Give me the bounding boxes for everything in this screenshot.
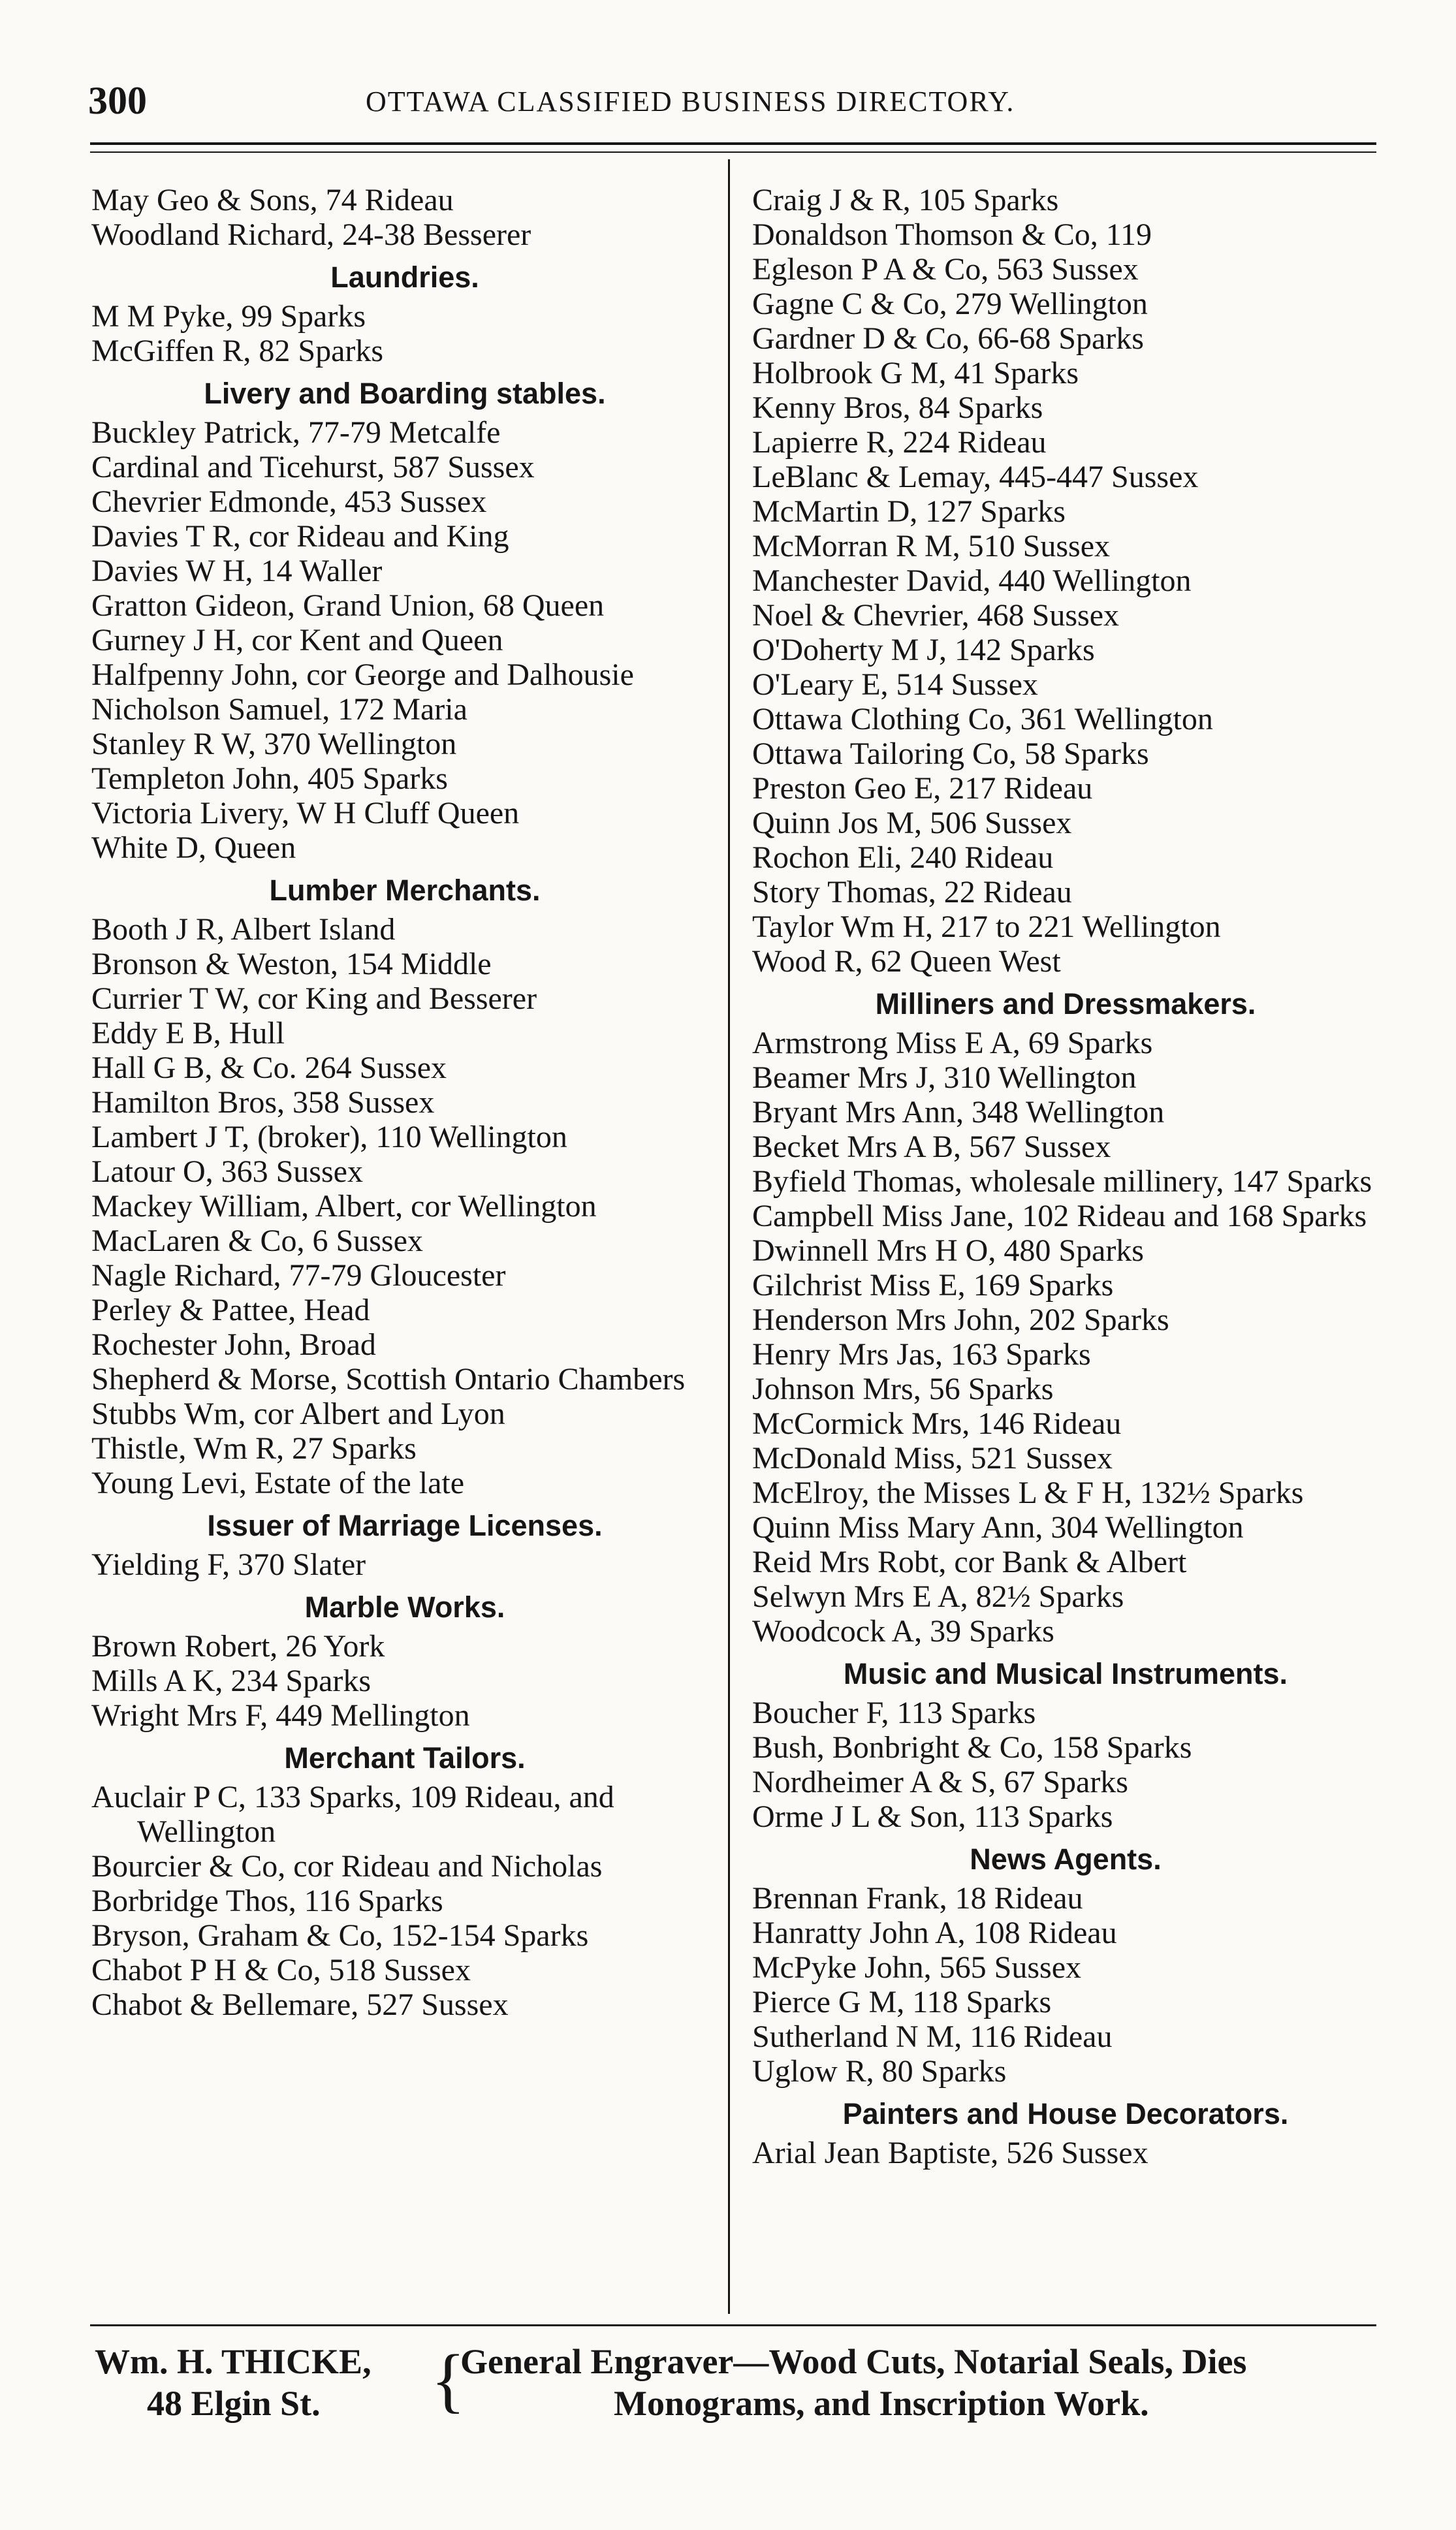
directory-entry: Bryant Mrs Ann, 348 Wellington bbox=[752, 1095, 1165, 1130]
directory-entry: Victoria Livery, W H Cluff Queen bbox=[91, 796, 520, 830]
directory-entry: Brown Robert, 26 York bbox=[91, 1629, 385, 1664]
directory-entry: Halfpenny John, cor George and Dalhousie bbox=[91, 657, 634, 692]
directory-entry: Perley & Pattee, Head bbox=[91, 1293, 370, 1327]
directory-entry: McGiffen R, 82 Sparks bbox=[91, 334, 384, 368]
directory-entry: Wright Mrs F, 449 Mellington bbox=[91, 1698, 470, 1733]
directory-entry: Templeton John, 405 Sparks bbox=[91, 761, 448, 796]
directory-entry: Ottawa Clothing Co, 361 Wellington bbox=[752, 702, 1213, 736]
advertiser-address: 48 Elgin St. bbox=[147, 2384, 321, 2423]
directory-entry: Hall G B, & Co. 264 Sussex bbox=[91, 1051, 447, 1085]
directory-entry: McMorran R M, 510 Sussex bbox=[752, 529, 1110, 563]
directory-entry: Quinn Jos M, 506 Sussex bbox=[752, 806, 1072, 840]
directory-entry: Uglow R, 80 Sparks bbox=[752, 2054, 1007, 2089]
directory-entry: Gilchrist Miss E, 169 Sparks bbox=[752, 1268, 1114, 1303]
directory-entry: Bronson & Weston, 154 Middle bbox=[91, 947, 492, 981]
directory-entry: Gardner D & Co, 66-68 Sparks bbox=[752, 321, 1144, 356]
directory-entry: McDonald Miss, 521 Sussex bbox=[752, 1441, 1113, 1476]
directory-entry: Gurney J H, cor Kent and Queen bbox=[91, 623, 503, 657]
directory-entry: McCormick Mrs, 146 Rideau bbox=[752, 1406, 1122, 1441]
directory-entry: Ottawa Tailoring Co, 58 Sparks bbox=[752, 736, 1149, 771]
directory-entry: Donaldson Thomson & Co, 119 bbox=[752, 217, 1152, 252]
directory-entry: White D, Queen bbox=[91, 830, 296, 865]
directory-entry: Bryson, Graham & Co, 152-154 Sparks bbox=[91, 1918, 589, 1953]
bottom-rule bbox=[90, 2324, 1376, 2326]
page-number: 300 bbox=[88, 79, 147, 122]
directory-entry: Bourcier & Co, cor Rideau and Nicholas bbox=[91, 1849, 603, 1884]
directory-entry: Craig J & R, 105 Sparks bbox=[752, 183, 1059, 217]
directory-entry: Story Thomas, 22 Rideau bbox=[752, 875, 1072, 909]
directory-entry: Currier T W, cor King and Besserer bbox=[91, 981, 537, 1016]
directory-entry: Hamilton Bros, 358 Sussex bbox=[91, 1085, 435, 1120]
top-rule-thin bbox=[90, 151, 1376, 153]
category-heading: Music and Musical Instruments. bbox=[843, 1657, 1288, 1690]
directory-entry: Lapierre R, 224 Rideau bbox=[752, 425, 1047, 460]
directory-entry: Johnson Mrs, 56 Sparks bbox=[752, 1372, 1054, 1406]
directory-entry: Arial Jean Baptiste, 526 Sussex bbox=[752, 2136, 1148, 2170]
directory-entry: Selwyn Mrs E A, 82½ Sparks bbox=[752, 1579, 1124, 1614]
directory-entry: Henderson Mrs John, 202 Sparks bbox=[752, 1303, 1169, 1337]
directory-entry: Wood R, 62 Queen West bbox=[752, 944, 1061, 979]
directory-entry: Egleson P A & Co, 563 Sussex bbox=[752, 252, 1139, 287]
directory-entry: Shepherd & Morse, Scottish Ontario Chambers bbox=[91, 1362, 686, 1397]
directory-entry: Lambert J T, (broker), 110 Wellington bbox=[91, 1120, 567, 1154]
directory-entry: Holbrook G M, 41 Sparks bbox=[752, 356, 1079, 390]
directory-entry: Nagle Richard, 77-79 Gloucester bbox=[91, 1258, 506, 1293]
directory-entry: Brennan Frank, 18 Rideau bbox=[752, 1881, 1083, 1916]
directory-entry: Reid Mrs Robt, cor Bank & Albert bbox=[752, 1545, 1187, 1579]
directory-entry: Manchester David, 440 Wellington bbox=[752, 563, 1192, 598]
advertiser-name: Wm. H. THICKE, bbox=[95, 2342, 372, 2381]
directory-entry: Latour O, 363 Sussex bbox=[91, 1154, 363, 1189]
directory-entry: Woodcock A, 39 Sparks bbox=[752, 1614, 1054, 1649]
category-heading: Laundries. bbox=[330, 261, 479, 294]
category-heading: Lumber Merchants. bbox=[269, 874, 541, 907]
top-rule bbox=[90, 142, 1376, 145]
directory-entry: Thistle, Wm R, 27 Sparks bbox=[91, 1431, 417, 1466]
directory-entry: Pierce G M, 118 Sparks bbox=[752, 1985, 1052, 2019]
directory-entry: May Geo & Sons, 74 Rideau bbox=[91, 183, 454, 217]
directory-entry: Armstrong Miss E A, 69 Sparks bbox=[752, 1026, 1153, 1060]
category-heading: Milliners and Dressmakers. bbox=[875, 987, 1256, 1020]
directory-entry: O'Leary E, 514 Sussex bbox=[752, 667, 1038, 702]
directory-entry: Gagne C & Co, 279 Wellington bbox=[752, 287, 1148, 321]
directory-entry: Preston Geo E, 217 Rideau bbox=[752, 771, 1093, 806]
directory-entry: Kenny Bros, 84 Sparks bbox=[752, 390, 1043, 425]
directory-entry: Sutherland N M, 116 Rideau bbox=[752, 2019, 1113, 2054]
directory-entry: Booth J R, Albert Island bbox=[91, 912, 396, 947]
directory-entry: Beamer Mrs J, 310 Wellington bbox=[752, 1060, 1137, 1095]
directory-entry: MacLaren & Co, 6 Sussex bbox=[91, 1224, 423, 1258]
directory-entry: Boucher F, 113 Sparks bbox=[752, 1696, 1036, 1730]
directory-entry: Mackey William, Albert, cor Wellington bbox=[91, 1189, 597, 1224]
directory-entry: McElroy, the Misses L & F H, 132½ Sparks bbox=[752, 1476, 1304, 1510]
category-heading: Painters and House Decorators. bbox=[842, 2097, 1289, 2130]
directory-entry: Nordheimer A & S, 67 Sparks bbox=[752, 1765, 1128, 1799]
directory-entry: Yielding F, 370 Slater bbox=[91, 1547, 366, 1582]
category-heading: Livery and Boarding stables. bbox=[204, 377, 606, 410]
directory-entry: McPyke John, 565 Sussex bbox=[752, 1950, 1082, 1985]
directory-entry: Nicholson Samuel, 172 Maria bbox=[91, 692, 467, 727]
directory-entry: M M Pyke, 99 Sparks bbox=[91, 299, 366, 334]
category-heading: Marble Works. bbox=[304, 1590, 505, 1624]
directory-entry: Woodland Richard, 24-38 Besserer bbox=[91, 217, 531, 252]
directory-entry: Dwinnell Mrs H O, 480 Sparks bbox=[752, 1233, 1144, 1268]
directory-entry: Orme J L & Son, 113 Sparks bbox=[752, 1799, 1113, 1834]
directory-entry: Mills A K, 234 Sparks bbox=[91, 1664, 372, 1698]
directory-entry: Quinn Miss Mary Ann, 304 Wellington bbox=[752, 1510, 1244, 1545]
directory-entry: Auclair P C, 133 Sparks, 109 Rideau, and Wellington bbox=[91, 1780, 614, 1849]
directory-entry: Borbridge Thos, 116 Sparks bbox=[91, 1884, 443, 1918]
directory-entry: Chabot P H & Co, 518 Sussex bbox=[91, 1953, 471, 1987]
category-heading: News Agents. bbox=[970, 1842, 1162, 1876]
brace-glyph: { bbox=[431, 2340, 466, 2420]
directory-entry: Campbell Miss Jane, 102 Rideau and 168 Sparks bbox=[752, 1199, 1367, 1233]
advertiser-services-line1: General Engraver—Wood Cuts, Notarial Seals, Dies bbox=[460, 2342, 1247, 2381]
directory-entry: Rochester John, Broad bbox=[91, 1327, 376, 1362]
directory-entry: Taylor Wm H, 217 to 221 Wellington bbox=[752, 909, 1221, 944]
directory-entry: Becket Mrs A B, 567 Sussex bbox=[752, 1130, 1111, 1164]
directory-entry: Stanley R W, 370 Wellington bbox=[91, 727, 457, 761]
directory-entry: Gratton Gideon, Grand Union, 68 Queen bbox=[91, 588, 605, 623]
directory-entry: Chevrier Edmonde, 453 Sussex bbox=[91, 484, 487, 519]
directory-entry: Henry Mrs Jas, 163 Sparks bbox=[752, 1337, 1091, 1372]
directory-entry: Cardinal and Ticehurst, 587 Sussex bbox=[91, 450, 535, 484]
directory-entry: McMartin D, 127 Sparks bbox=[752, 494, 1066, 529]
directory-entry: LeBlanc & Lemay, 445-447 Sussex bbox=[752, 460, 1199, 494]
directory-entry: Davies T R, cor Rideau and King bbox=[91, 519, 509, 554]
right-column bbox=[752, 183, 1379, 2170]
directory-entry: Chabot & Bellemare, 527 Sussex bbox=[91, 1987, 509, 2022]
directory-entry: Buckley Patrick, 77-79 Metcalfe bbox=[91, 415, 501, 450]
directory-entry: O'Doherty M J, 142 Sparks bbox=[752, 633, 1095, 667]
category-heading: Issuer of Marriage Licenses. bbox=[207, 1509, 603, 1542]
directory-entry: Young Levi, Estate of the late bbox=[91, 1466, 465, 1500]
directory-entry: Byfield Thomas, wholesale millinery, 147 Sparks bbox=[752, 1164, 1372, 1199]
directory-entry: Noel & Chevrier, 468 Sussex bbox=[752, 598, 1120, 633]
directory-entry: Bush, Bonbright & Co, 158 Sparks bbox=[752, 1730, 1192, 1765]
directory-entry: Eddy E B, Hull bbox=[91, 1016, 285, 1051]
left-column bbox=[91, 183, 718, 2022]
column-divider bbox=[728, 159, 730, 2314]
directory-entry: Stubbs Wm, cor Albert and Lyon bbox=[91, 1397, 505, 1431]
directory-entry: Rochon Eli, 240 Rideau bbox=[752, 840, 1054, 875]
directory-entry: Davies W H, 14 Waller bbox=[91, 554, 383, 588]
category-heading: Merchant Tailors. bbox=[284, 1741, 526, 1775]
directory-entry: Hanratty John A, 108 Rideau bbox=[752, 1916, 1117, 1950]
advertiser-services-line2: Monograms, and Inscription Work. bbox=[614, 2384, 1149, 2423]
running-head: OTTAWA CLASSIFIED BUSINESS DIRECTORY. bbox=[366, 86, 1015, 118]
